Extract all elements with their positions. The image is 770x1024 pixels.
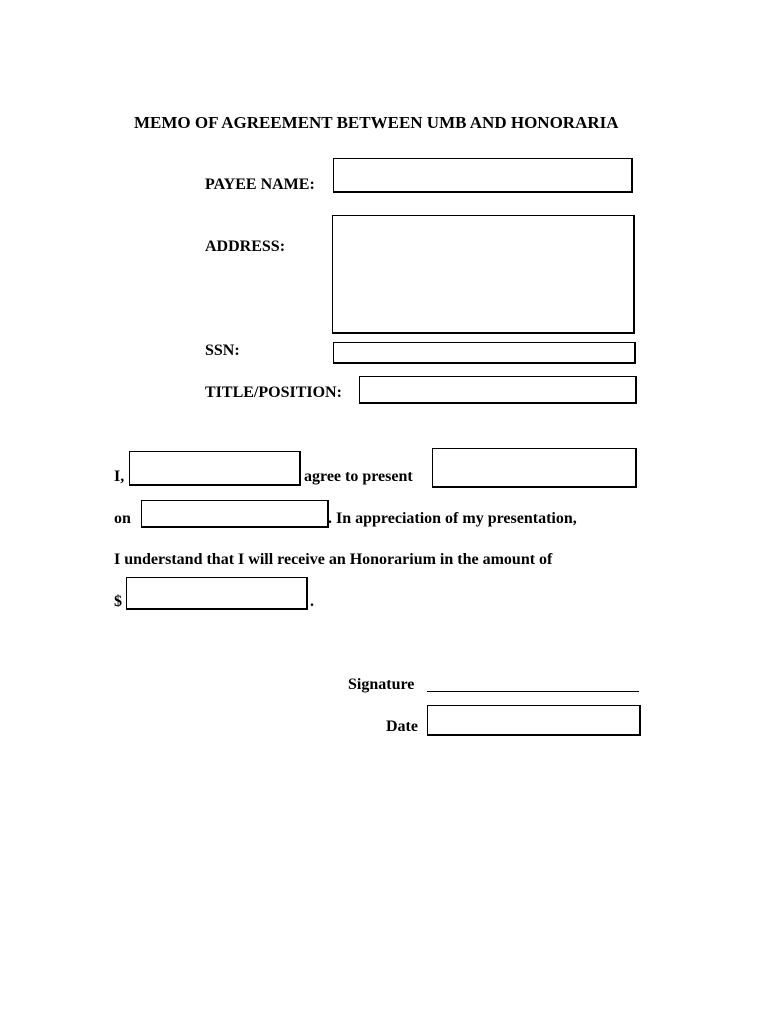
ssn-field[interactable]: [333, 342, 636, 364]
presenter-name-field[interactable]: [129, 451, 301, 486]
honorarium-amount-field[interactable]: [126, 577, 308, 610]
payee-name-label: PAYEE NAME:: [205, 176, 315, 193]
address-field[interactable]: [332, 215, 635, 334]
on-label: on: [114, 510, 131, 527]
date-label: Date: [386, 718, 418, 735]
ssn-label: SSN:: [205, 342, 240, 359]
presentation-field[interactable]: [432, 448, 637, 488]
payee-name-field[interactable]: [333, 158, 633, 193]
title-position-field[interactable]: [359, 376, 637, 404]
appreciation-text: . In appreciation of my presentation,: [328, 510, 577, 527]
address-label: ADDRESS:: [205, 238, 286, 255]
dollar-sign: $: [114, 593, 122, 610]
form-title: MEMO OF AGREEMENT BETWEEN UMB AND HONORARIA: [134, 113, 619, 132]
agree-to-present-text: agree to present: [304, 468, 413, 485]
signature-date-field[interactable]: [427, 705, 641, 736]
presentation-date-field[interactable]: [141, 500, 329, 528]
honorarium-statement: I understand that I will receive an Honorarium in the amount of: [114, 551, 553, 568]
signature-line[interactable]: [427, 691, 639, 692]
amount-period: .: [310, 593, 314, 610]
i-label: I,: [114, 468, 125, 485]
title-position-label: TITLE/POSITION:: [205, 384, 342, 401]
signature-label: Signature: [348, 676, 415, 693]
